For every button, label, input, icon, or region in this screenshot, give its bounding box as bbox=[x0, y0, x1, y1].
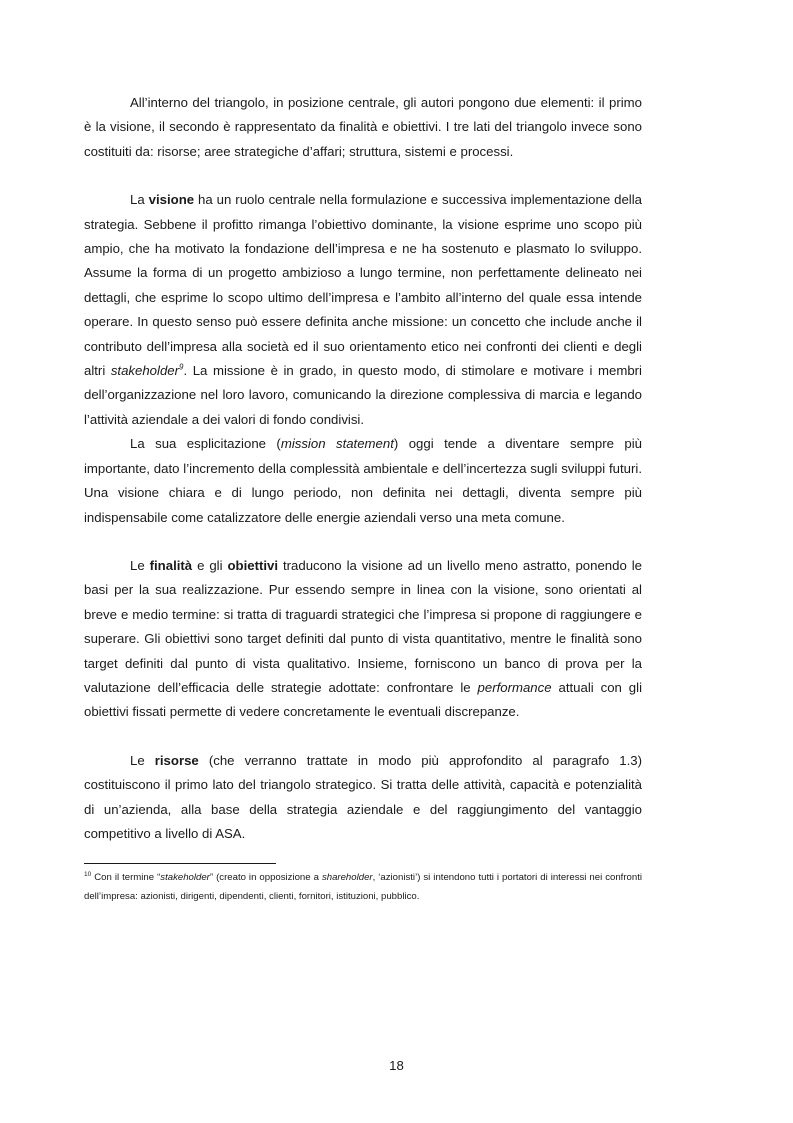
text-run: ha un ruolo centrale nella formulazione e successiva implementazione della strategia. Sebbene il profitto rimanga l’obiettivo dominante, la visione esprime uno scopo più ampio, che ha motivato la fondazione dell’impresa e ne ha sostenuto e plasmato lo sviluppo. Assume la forma di un progetto ambizioso a lungo termine, non perfettamente delineato nei dettagli, che esprime lo scopo ultimo dell’impresa e l’ambito all’interno del quale essa intende operare. In questo senso può essere definita anche missione: un concetto che include anche il contributo dell’impresa alla società ed il suo orientamento etico nei confronti dei clienti e degli altri bbox=[84, 192, 642, 379]
paragraph-triangle-intro bbox=[84, 91, 642, 164]
italic-term-performance: performance bbox=[477, 679, 552, 695]
paragraph-gap bbox=[84, 725, 642, 749]
text-run: Le bbox=[130, 752, 155, 768]
bold-term-visione: visione bbox=[148, 192, 195, 208]
text-run: traducono la visione ad un livello meno astratto, ponendo le basi per la sua realizzazione. Pur essendo sempre in linea con la visione, sono orientati al breve e medio termine: si tratta di traguardi strategici che l’impresa si propone di raggiungere e superare. Gli obiettivi sono target definiti dal punto di vista quantitativo, mentre le finalità sono target definiti dal punto di vista qualitativo. Insieme, forniscono un banco di prova per la valutazione dell’efficacia delle strategie adottate: confrontare le bbox=[84, 557, 642, 695]
paragraph-gap bbox=[84, 164, 642, 188]
footnote-number: 10 bbox=[84, 871, 92, 879]
text-run: , ‘azionisti’) si intendono tutti i portatori di interessi nei confronti dell’impresa: azionisti, dirigenti, dipendenti, clienti, fornitori, istituzioni, pubblico. bbox=[84, 872, 643, 902]
italic-term-stakeholder: stakeholder bbox=[110, 363, 180, 379]
italic-term-shareholder: shareholder bbox=[321, 872, 373, 884]
paragraph-mission-statement bbox=[84, 432, 642, 530]
italic-term-mission-statement: mission statement bbox=[280, 436, 394, 452]
paragraph-risorse bbox=[84, 749, 642, 847]
paragraph-visione bbox=[84, 188, 642, 432]
document-body bbox=[84, 91, 642, 906]
text-run: e gli bbox=[192, 557, 228, 573]
text-run: La sua esplicitazione ( bbox=[130, 436, 281, 452]
text-run: . La missione è in grado, in questo modo, di stimolare e motivare i membri dell’organizzazione nel loro lavoro, comunicando la direzione complessiva di marcia e legando l’attività aziendale a dei valori di fondo condivisi. bbox=[84, 363, 642, 427]
text-run: attuali con gli obiettivi fissati permette di vedere concretamente le eventuali discrepanze. bbox=[84, 679, 642, 720]
bold-term-finalita: finalità bbox=[149, 557, 193, 573]
bold-term-risorse: risorse bbox=[154, 752, 199, 768]
italic-term-stakeholder: stakeholder bbox=[160, 872, 210, 884]
page-number: 18 bbox=[389, 1058, 404, 1073]
footnote-separator bbox=[84, 863, 276, 864]
paragraph-text: All’interno del triangolo, in posizione centrale, gli autori pongono due elementi: il primo è la visione, il secondo è rappresentato da finalità e obiettivi. I tre lati del triangolo invece sono costituiti da: risorse; aree strategiche d’affari; struttura, sistemi e processi. bbox=[84, 95, 642, 159]
paragraph-finalita-obiettivi bbox=[84, 554, 642, 725]
text-run: La bbox=[130, 192, 149, 208]
text-run: Con il termine “ bbox=[91, 872, 161, 884]
footnote-reference: 9 bbox=[179, 362, 184, 372]
paragraph-gap bbox=[84, 530, 642, 554]
text-run: (che verranno trattate in modo più approfondito al paragrafo 1.3) costituiscono il primo lato del triangolo strategico. Si tratta delle attività, capacità e potenzialità di un’azienda, alla base della strategia aziendale e del raggiungimento del vantaggio competitivo a livello di ASA. bbox=[84, 752, 642, 841]
text-run: ” (creato in opposizione a bbox=[209, 872, 322, 884]
bold-term-obiettivi: obiettivi bbox=[227, 557, 279, 573]
footnote bbox=[84, 869, 642, 905]
text-run: Le bbox=[130, 557, 150, 573]
text-run: ) oggi tende a diventare sempre più importante, dato l’incremento della complessità ambientale e dell’incertezza sugli sviluppi futuri. Una visione chiara e di lungo periodo, non definita nei dettagli, diventa sempre più indispensabile come catalizzatore delle energie aziendali verso una meta comune. bbox=[84, 436, 643, 525]
